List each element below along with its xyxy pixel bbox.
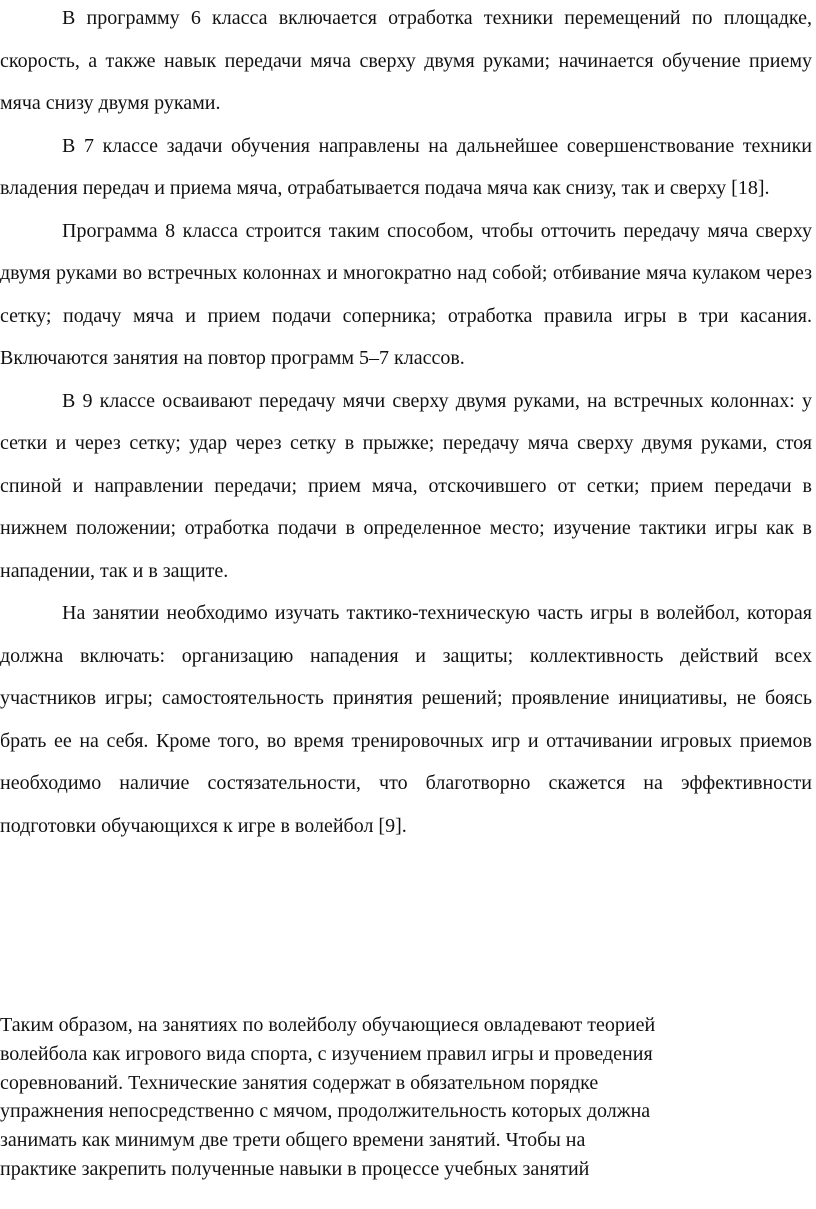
conclusion-line: упражнения непосредственно с мячом, продолжительность которых должна [0, 1100, 651, 1123]
paragraph-grade-7: В 7 классе задачи обучения направлены на дальнейшее совершенствование техники владения передач и приема мяча, отрабатывается подача мяча как снизу, так и сверху [18]. [0, 134, 812, 199]
conclusion-line: волейбола как игрового вида спорта, с изучением правил игры и проведения [0, 1042, 653, 1065]
paragraph-grade-6: В программу 6 класса включается отработка техники перемещений по площадке, скорость, а также навык передачи мяча сверху двумя руками; начинается обучение приему мяча снизу двумя руками. [0, 7, 812, 114]
conclusion-line: практике закрепить полученные навыки в процессе учебных занятий [0, 1157, 590, 1180]
paragraph-grade-8: Программа 8 класса строится таким способом, чтобы отточить передачу мяча сверху двумя руками во встречных колоннах и многократно над собой; отбивание мяча кулаком через сетку; подачу мяча и прием подачи соперника; отработка правила игры в три касания. Включаются занятия на повтор программ 5–7 классов. [0, 219, 812, 369]
conclusion-line: соревнований. Технические занятия содержат в обязательном порядке [0, 1071, 599, 1094]
conclusion-line: занимать как минимум две трети общего времени занятий. Чтобы на [0, 1129, 586, 1152]
paragraph-conclusion [0, 1011, 812, 1184]
conclusion-line: Таким образом, на занятиях по волейболу обучающиеся овладевают теорией [0, 1014, 656, 1036]
paragraph-grade-9: В 9 классе осваивают передачу мячи сверху двумя руками, на встречных колоннах: у сетки и через сетку; удар через сетку в прыжке; передачу мяча сверху двумя руками, стоя спиной и направлении передачи; прием мяча, отскочившего от сетки; прием передачи в нижнем положении; отработка подачи в определенное место; изучение тактики игры как в нападении, так и в защите. [0, 389, 812, 582]
paragraph-tactics: На занятии необходимо изучать тактико-техническую часть игры в волейбол, которая должна включать: организацию нападения и защиты; коллективность действий всех участников игры; самостоятельность принятия решений; проявление инициативы, не боясь брать ее на себя. Кроме того, во время тренировочных игр и оттачивании игровых приемов необходимо наличие состязательности, что благотворно скажется на эффективности подготовки обучающихся к игре в волейбол [9]. [0, 602, 812, 837]
